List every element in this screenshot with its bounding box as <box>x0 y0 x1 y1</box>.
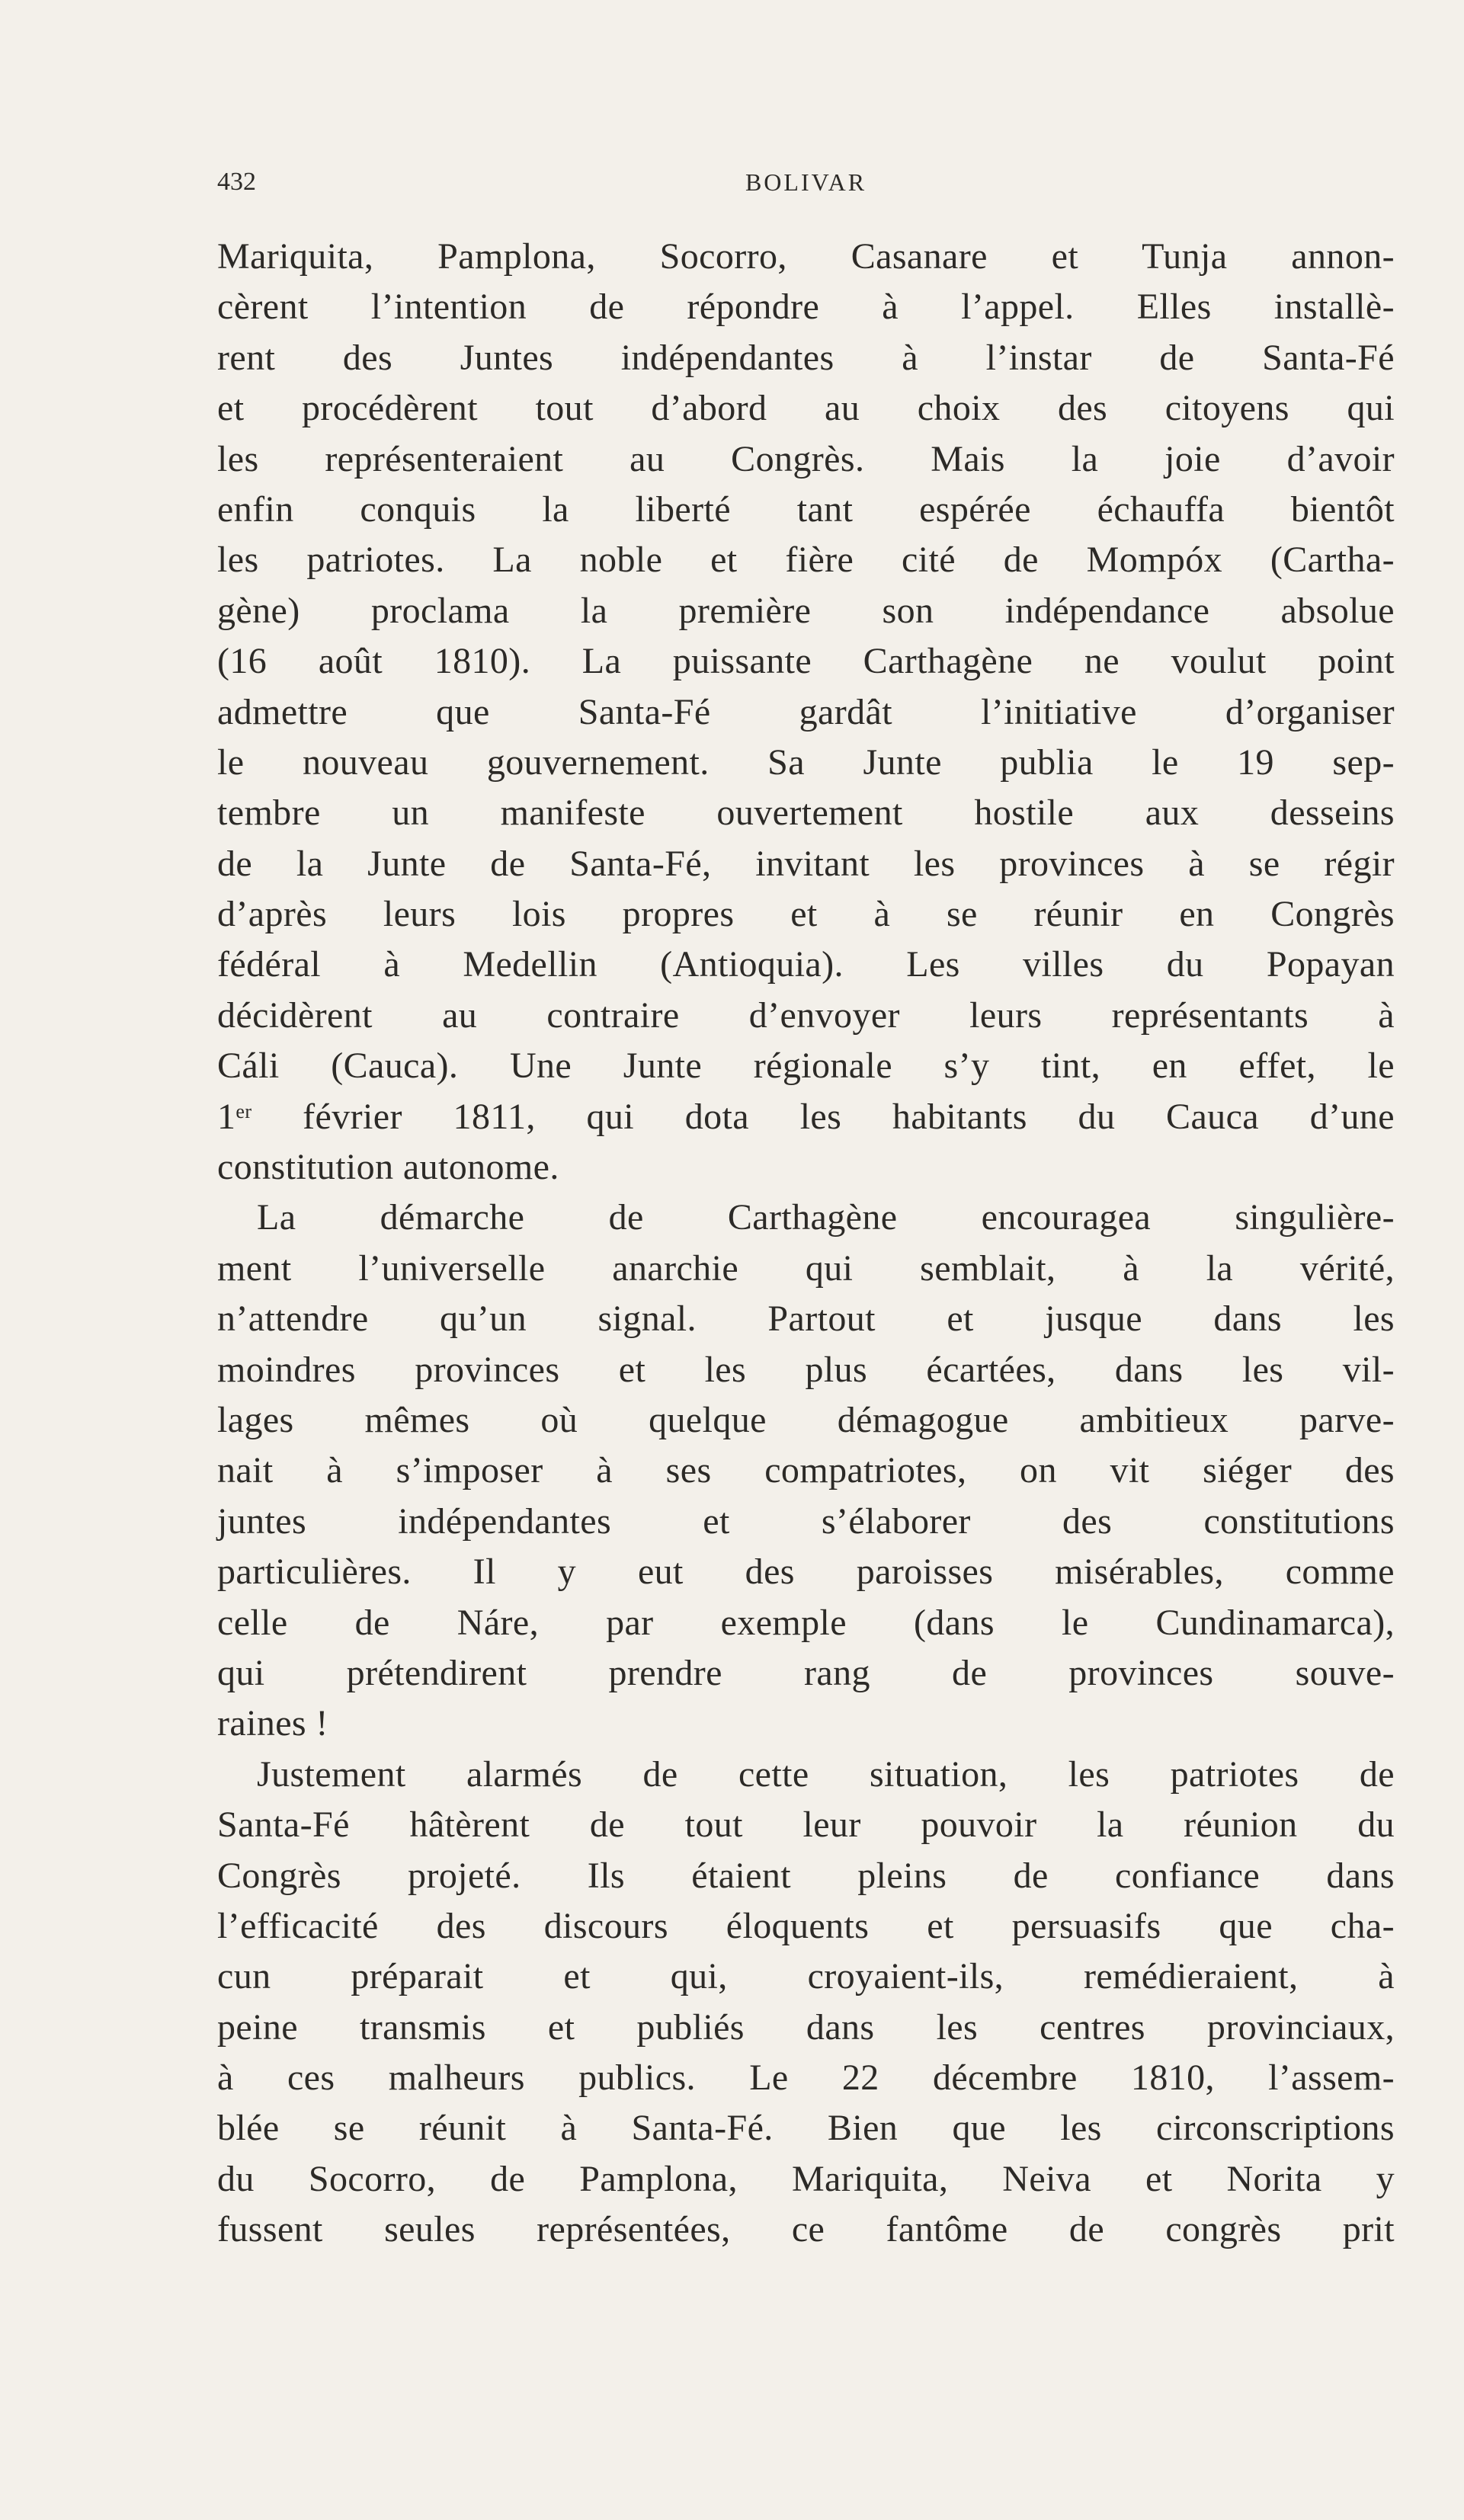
paragraph <box>217 1193 1395 1749</box>
text-line: juntes indépendantes et s’élaborer des constitutions <box>217 1500 1395 1542</box>
paragraph <box>217 1750 1395 2256</box>
text-line: Cáli (Cauca). Une Junte régionale s’y tint, en effet, le <box>217 1045 1395 1087</box>
paragraph <box>217 232 1395 1193</box>
text-line: gène) proclama la première son indépendance absolue <box>217 590 1395 631</box>
ordinal-superscript: er <box>235 1100 252 1122</box>
text-line: tembre un manifeste ouvertement hostile aux desseins <box>217 793 1395 834</box>
text-line: enfin conquis la liberté tant espérée échauffa bientôt <box>217 488 1395 530</box>
text-line: les représenteraient au Congrès. Mais la joie d’avoir <box>217 438 1395 479</box>
running-head <box>217 163 1395 201</box>
text-line: à ces malheurs publics. Le 22 décembre 1810, l’assem- <box>217 2057 1395 2099</box>
running-title: BOLIVAR <box>745 168 867 196</box>
text-line: raines ! <box>217 1703 328 1744</box>
text-line: du Socorro, de Pamplona, Mariquita, Neiva et Norita y <box>217 2158 1395 2199</box>
text-line: de la Junte de Santa-Fé, invitant les provinces à se régir <box>217 843 1395 884</box>
ordinal-line-rest: février 1811, qui dota les habitants du Cauca d’une <box>251 1096 1395 1137</box>
text-line: admettre que Santa-Fé gardât l’initiative d’organiser <box>217 691 1395 732</box>
text-line: (16 août 1810). La puissante Carthagène ne voulut point <box>217 641 1395 682</box>
text-line: peine transmis et publiés dans les centres provinciaux, <box>217 2006 1395 2048</box>
text-line: cun préparait et qui, croyaient-ils, remédieraient, à <box>217 1956 1395 1997</box>
text-line: cèrent l’intention de répondre à l’appel. Elles installè- <box>217 287 1395 328</box>
text-line: décidèrent au contraire d’envoyer leurs représentants à <box>217 994 1395 1036</box>
text-line: nait à s’imposer à ses compatriotes, on vit siéger des <box>217 1450 1395 1491</box>
text-line: celle de Náre, par exemple (dans le Cundinamarca), <box>217 1602 1395 1643</box>
text-line: Justement alarmés de cette situation, les patriotes de <box>257 1753 1395 1795</box>
text-line: les patriotes. La noble et fière cité de Mompóx (Cartha- <box>217 540 1395 581</box>
text-line: La démarche de Carthagène encouragea singulière- <box>257 1197 1395 1238</box>
text-line: particulières. Il y eut des paroisses misérables, comme <box>217 1551 1395 1593</box>
text-line: fédéral à Medellin (Antioquia). Les villes du Popayan <box>217 944 1395 985</box>
text-line: l’efficacité des discours éloquents et persuasifs que cha- <box>217 1905 1395 1946</box>
text-line: Mariquita, Pamplona, Socorro, Casanare et Tunja annon- <box>217 236 1395 277</box>
text-line: qui prétendirent prendre rang de provinces souve- <box>217 1652 1395 1693</box>
text-line: moindres provinces et les plus écartées, dans les vil- <box>217 1349 1395 1390</box>
ordinal-number: 1 <box>217 1096 236 1137</box>
text-line: le nouveau gouvernement. Sa Junte publia le 19 sep- <box>217 741 1395 783</box>
text-line: n’attendre qu’un signal. Partout et jusque dans les <box>217 1298 1395 1340</box>
text-line: lages mêmes où quelque démagogue ambitieux parve- <box>217 1399 1395 1440</box>
text-line: d’après leurs lois propres et à se réunir en Congrès <box>217 894 1395 935</box>
text-line: Santa-Fé hâtèrent de tout leur pouvoir la réunion du <box>217 1804 1395 1846</box>
text-line: rent des Juntes indépendantes à l’instar de Santa-Fé <box>217 337 1395 378</box>
text-line: blée se réunit à Santa-Fé. Bien que les circonscriptions <box>217 2108 1395 2149</box>
text-line-with-superscript <box>217 1092 1395 1142</box>
text-line: ment l’universelle anarchie qui semblait, à la vérité, <box>217 1247 1395 1289</box>
text-line: constitution autonome. <box>217 1147 559 1188</box>
text-line: fussent seules représentées, ce fantôme de congrès prit <box>217 2209 1395 2250</box>
body-text <box>217 232 1395 2256</box>
text-line: Congrès projeté. Ils étaient pleins de confiance dans <box>217 1855 1395 1896</box>
text-line: et procédèrent tout d’abord au choix des citoyens qui <box>217 388 1395 429</box>
page-number: 432 <box>217 168 256 196</box>
